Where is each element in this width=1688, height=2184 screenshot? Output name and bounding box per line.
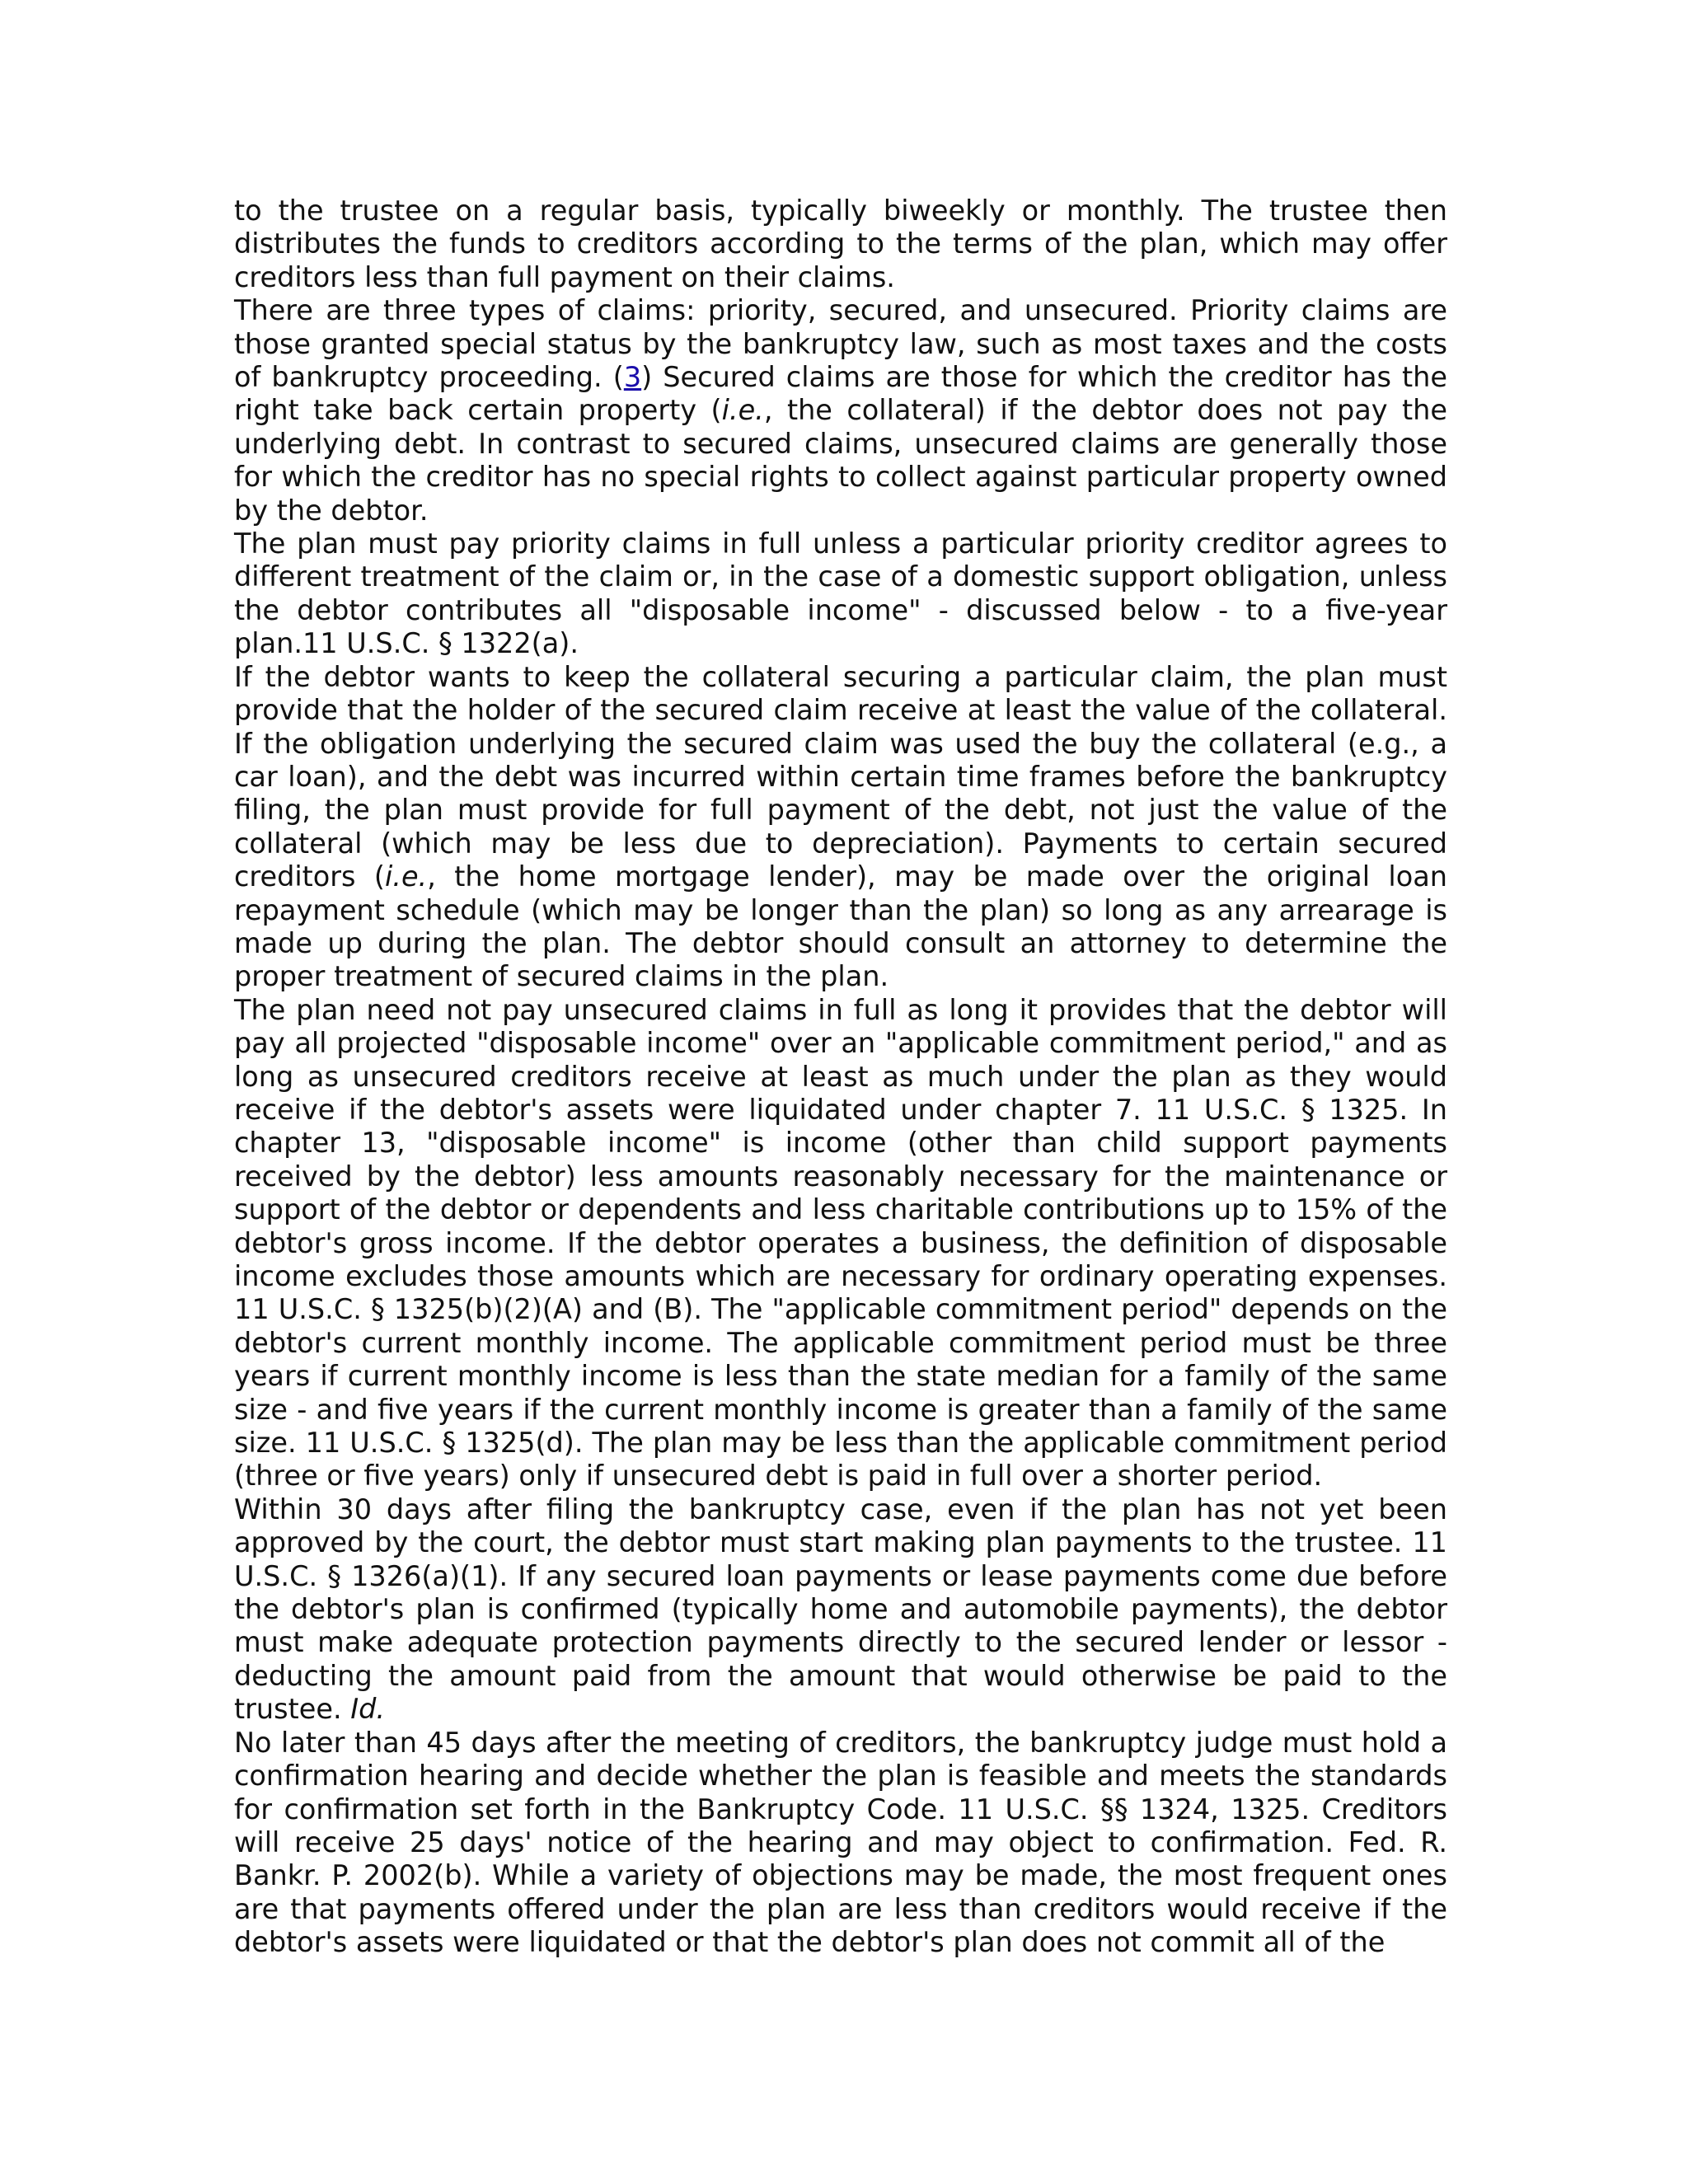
- text-run: , the home mortgage lender), may be made over the original loan repayment schedule (which may be longer than the plan) so long as any arrearage is made up during the plan. The debtor should consult an attorney to determine the proper treatment of secured claims in the plan.: [234, 860, 1447, 993]
- text-run: No later than 45 days after the meeting of creditors, the bankruptcy judge must hold a confirmation hearing and decide whether the plan is feasible and meets the standards for confirmation set forth in the Bankruptcy Code. 11 U.S.C. §§ 1324, 1325. Creditors will receive 25 days' notice of the hearing and may object to confirmation. Fed. R. Bankr. P. 2002(b). While a variety of objections may be made, the most frequent ones are that payments offered under the plan are less than creditors would receive if the debtor's assets were liquidated or that the debtor's plan does not commit all of the: [234, 1726, 1447, 1959]
- text-run: to the trustee on a regular basis, typically biweekly or monthly. The trustee then distributes the funds to creditors according to the terms of the plan, which may offer creditors less than full payment on their claims.: [234, 194, 1447, 293]
- paragraph-secured-claims: [234, 661, 1447, 994]
- paragraph-plan-payments: [234, 1493, 1447, 1727]
- text-run: Within 30 days after filing the bankruptcy case, even if the plan has not yet been approved by the court, the debtor must start making plan payments to the trustee. 11 U.S.C. § 1326(a)(1). If any secured loan payments or lease payments come due before the debtor's plan is confirmed (typically home and automobile payments), the debtor must make adequate protection payments directly to the secured lender or lessor - deducting the amount paid from the amount that would otherwise be paid to the trustee.: [234, 1493, 1447, 1726]
- paragraph-payment-distribution: [234, 194, 1447, 294]
- paragraph-claim-types: [234, 294, 1447, 527]
- paragraph-unsecured-claims: [234, 994, 1447, 1493]
- italic-ie: i.e.: [384, 860, 428, 893]
- text-run: There are three types of claims: priority, secured, and unsecured. Priority claims are those granted special status by the bankruptcy law, such as most taxes and the costs of bankruptcy proceeding. (: [234, 294, 1447, 394]
- text-run: The plan must pay priority claims in full unless a particular priority creditor agrees to different treatment of the claim or, in the case of a domestic support obligation, unless the debtor contributes all "disposable income" - discussed below - to a five-year plan.11 U.S.C. § 1322(a).: [234, 527, 1447, 660]
- document-body: [234, 194, 1447, 1960]
- italic-ie: i.e.: [721, 394, 764, 427]
- text-run: The plan need not pay unsecured claims in full as long it provides that the debtor will pay all projected "disposable income" over an "applicable commitment period," and as long as unsecured creditors receive at least as much under the plan as they would receive if the debtor's assets were liquidated under chapter 7. 11 U.S.C. § 1325. In chapter 13, "disposable income" is income (other than child support payments received by the debtor) less amounts reasonably necessary for the maintenance or support of the debtor or dependents and less charitable contributions up to 15% of the debtor's gross income. If the debtor operates a business, the definition of disposable income excludes those amounts which are necessary for ordinary operating expenses. 11 U.S.C. § 1325(b)(2)(A) and (B). The "applicable commitment period" depends on the debtor's current monthly income. The applicable commitment period must be three years if current monthly income is less than the state median for a family of the same size - and five years if the current monthly income is greater than a family of the same size. 11 U.S.C. § 1325(d). The plan may be less than the applicable commitment period (three or five years) only if unsecured debt is paid in full over a shorter period.: [234, 993, 1447, 1493]
- paragraph-confirmation-hearing: [234, 1727, 1447, 1960]
- text-run: ) Secured claims are those for which the creditor has the right take back certain property (: [234, 361, 1447, 427]
- text-run: , the collateral) if the debtor does not pay the underlying debt. In contrast to secured claims, unsecured claims are generally those for which the creditor has no special rights to collect against particular property owned by the debtor.: [234, 394, 1448, 527]
- text-run: If the debtor wants to keep the collateral securing a particular claim, the plan must provide that the holder of the secured claim receive at least the value of the collateral. If the obligation underlying the secured claim was used the buy the collateral (e.g., a car loan), and the debt was incurred within certain time frames before the bankruptcy filing, the plan must provide for full payment of the debt, not just the value of the collateral (which may be less due to depreciation). Payments to certain secured creditors (: [234, 660, 1447, 893]
- footnote-link-3[interactable]: 3: [623, 361, 642, 394]
- italic-id: Id.: [350, 1693, 386, 1726]
- paragraph-priority-claims: [234, 527, 1447, 661]
